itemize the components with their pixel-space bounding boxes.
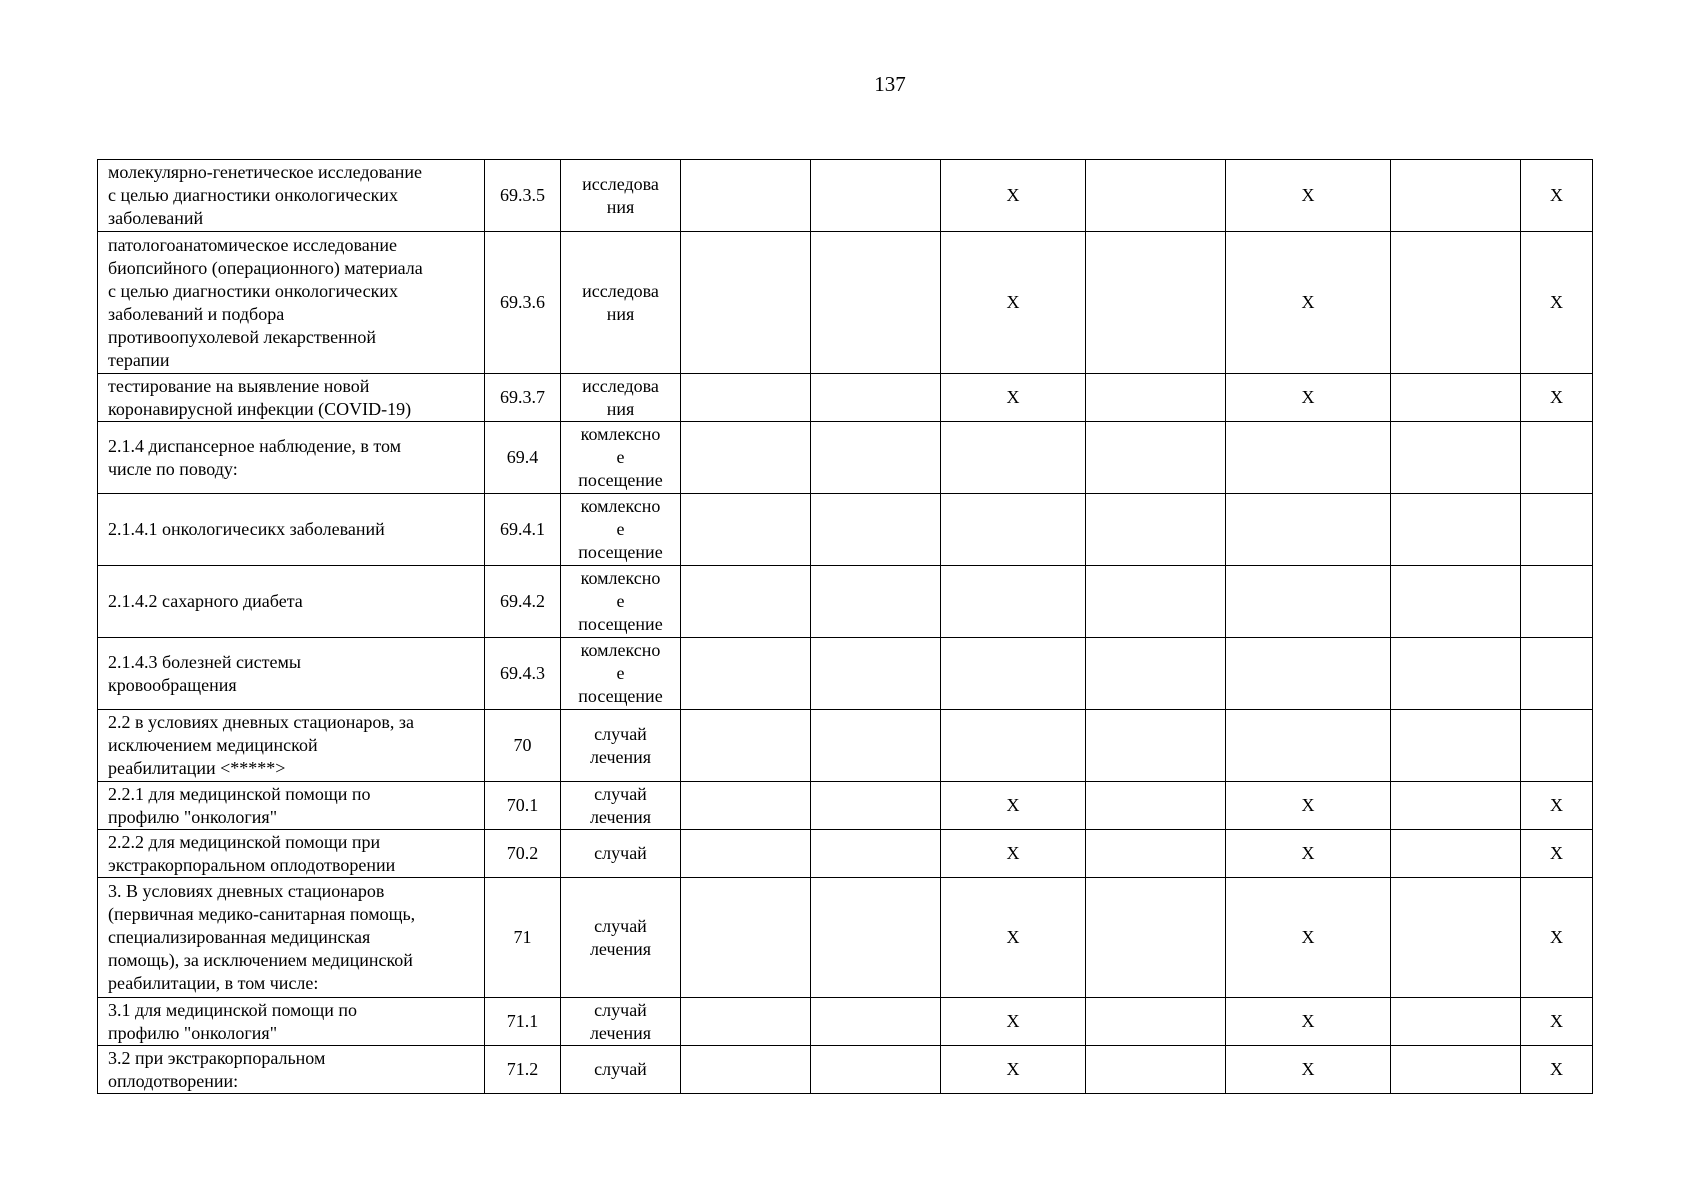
row-unit-line: комлексно — [580, 424, 661, 444]
row-code-cell: 71.1 — [485, 998, 561, 1046]
row-unit-cell — [561, 710, 681, 782]
row-name-line: коронавирусной инфекции (COVID-19) — [108, 398, 412, 419]
row-code-cell: 69.4.2 — [485, 566, 561, 638]
value-cell-2 — [811, 1046, 941, 1094]
row-name-line: 2.2 в условиях дневных стационаров, за — [108, 712, 414, 732]
value-cell-3: X — [941, 1046, 1086, 1094]
row-name-line: профилю "онкология" — [108, 806, 278, 827]
value-cell-1 — [681, 638, 811, 710]
row-unit-line: ния — [606, 196, 635, 217]
row-name-line: с целью диагностики онкологических — [108, 280, 398, 301]
row-code-cell: 69.3.6 — [485, 232, 561, 374]
table-row — [98, 374, 1593, 422]
value-cell-7: X — [1521, 160, 1593, 232]
value-cell-1 — [681, 566, 811, 638]
value-cell-4 — [1086, 638, 1226, 710]
row-name-line: специализированная медицинская — [108, 927, 371, 947]
row-unit-cell — [561, 878, 681, 998]
row-name-cell — [98, 494, 485, 566]
value-cell-6 — [1391, 878, 1521, 998]
value-cell-6 — [1391, 160, 1521, 232]
value-cell-3 — [941, 566, 1086, 638]
row-unit-line: лечения — [589, 1022, 652, 1043]
value-cell-2 — [811, 998, 941, 1046]
value-cell-1 — [681, 422, 811, 494]
row-name-line: исключением медицинской — [108, 735, 318, 755]
value-cell-7 — [1521, 494, 1593, 566]
value-cell-5: X — [1226, 830, 1391, 878]
row-code-cell: 71.2 — [485, 1046, 561, 1094]
row-name-line: (первичная медико-санитарная помощь, — [108, 904, 416, 924]
value-cell-3: X — [941, 782, 1086, 830]
row-name-cell — [98, 160, 485, 232]
row-code-cell: 69.4 — [485, 422, 561, 494]
data-table — [97, 159, 1593, 1094]
row-unit-cell — [561, 830, 681, 878]
value-cell-2 — [811, 566, 941, 638]
table-row — [98, 830, 1593, 878]
table-row — [98, 160, 1593, 232]
row-name-line: 2.1.4.2 сахарного диабета — [108, 591, 303, 611]
value-cell-2 — [811, 830, 941, 878]
value-cell-7: X — [1521, 878, 1593, 998]
value-cell-3 — [941, 494, 1086, 566]
value-cell-3: X — [941, 998, 1086, 1046]
value-cell-5: X — [1226, 232, 1391, 374]
value-cell-4 — [1086, 494, 1226, 566]
row-name-line: терапии — [108, 349, 170, 370]
table-row — [98, 232, 1593, 374]
value-cell-6 — [1391, 998, 1521, 1046]
table-row — [98, 494, 1593, 566]
value-cell-2 — [811, 232, 941, 374]
row-unit-cell — [561, 232, 681, 374]
value-cell-5 — [1226, 710, 1391, 782]
row-unit-line: случай — [594, 1059, 647, 1079]
value-cell-5: X — [1226, 374, 1391, 422]
value-cell-5: X — [1226, 998, 1391, 1046]
row-name-cell — [98, 710, 485, 782]
row-name-line: помощь), за исключением медицинской — [108, 950, 413, 970]
row-name-line: биопсийного (операционного) материала — [108, 257, 423, 278]
row-unit-line: исследова — [582, 280, 659, 301]
row-name-line: противоопухолевой лекарственной — [108, 326, 377, 347]
row-unit-line: случай — [594, 915, 647, 936]
value-cell-1 — [681, 1046, 811, 1094]
value-cell-2 — [811, 638, 941, 710]
row-name-line: заболеваний и подбора — [108, 303, 285, 324]
value-cell-7 — [1521, 422, 1593, 494]
value-cell-1 — [681, 160, 811, 232]
value-cell-4 — [1086, 782, 1226, 830]
value-cell-6 — [1391, 638, 1521, 710]
value-cell-5 — [1226, 638, 1391, 710]
row-unit-cell — [561, 782, 681, 830]
row-name-line: экстракорпоральном оплодотворении — [108, 854, 396, 875]
row-name-line: 3. В условиях дневных стационаров — [108, 881, 385, 901]
value-cell-4 — [1086, 710, 1226, 782]
table-row — [98, 1046, 1593, 1094]
value-cell-5 — [1226, 422, 1391, 494]
row-unit-line: е — [616, 447, 625, 467]
value-cell-7: X — [1521, 782, 1593, 830]
value-cell-5: X — [1226, 782, 1391, 830]
row-name-cell — [98, 232, 485, 374]
value-cell-6 — [1391, 710, 1521, 782]
row-name-cell — [98, 422, 485, 494]
value-cell-2 — [811, 374, 941, 422]
table-row — [98, 638, 1593, 710]
row-unit-line: случай — [594, 999, 647, 1020]
row-unit-line: случай — [594, 783, 647, 804]
value-cell-4 — [1086, 1046, 1226, 1094]
value-cell-3 — [941, 710, 1086, 782]
row-code-cell: 69.4.3 — [485, 638, 561, 710]
row-unit-line: е — [616, 663, 625, 683]
row-name-line: патологоанатомическое исследование — [108, 234, 397, 255]
value-cell-3 — [941, 422, 1086, 494]
table-row — [98, 566, 1593, 638]
row-unit-line: ния — [606, 398, 635, 419]
row-name-cell — [98, 566, 485, 638]
table-row — [98, 998, 1593, 1046]
value-cell-5: X — [1226, 878, 1391, 998]
value-cell-4 — [1086, 830, 1226, 878]
value-cell-7: X — [1521, 232, 1593, 374]
table-row — [98, 782, 1593, 830]
row-name-line: 2.2.2 для медицинской помощи при — [108, 831, 381, 852]
row-name-line: 2.1.4.3 болезней системы — [108, 651, 301, 672]
row-name-cell — [98, 638, 485, 710]
row-unit-line: посещение — [578, 470, 663, 490]
row-name-line: с целью диагностики онкологических — [108, 185, 398, 205]
row-unit-cell — [561, 422, 681, 494]
row-unit-line: комлексно — [580, 640, 661, 660]
value-cell-7: X — [1521, 998, 1593, 1046]
row-unit-line: комлексно — [580, 568, 661, 588]
value-cell-7: X — [1521, 374, 1593, 422]
table-row — [98, 710, 1593, 782]
value-cell-4 — [1086, 374, 1226, 422]
row-name-line: заболеваний — [108, 208, 204, 228]
row-unit-cell — [561, 566, 681, 638]
page-number: 137 — [874, 72, 906, 96]
row-code-cell: 70 — [485, 710, 561, 782]
value-cell-4 — [1086, 422, 1226, 494]
value-cell-4 — [1086, 878, 1226, 998]
row-unit-line: лечения — [589, 746, 652, 767]
value-cell-4 — [1086, 566, 1226, 638]
value-cell-1 — [681, 830, 811, 878]
table-row — [98, 422, 1593, 494]
table-row — [98, 878, 1593, 998]
value-cell-2 — [811, 494, 941, 566]
value-cell-1 — [681, 878, 811, 998]
value-cell-7 — [1521, 566, 1593, 638]
value-cell-5 — [1226, 566, 1391, 638]
row-code-cell: 70.1 — [485, 782, 561, 830]
value-cell-3: X — [941, 830, 1086, 878]
value-cell-1 — [681, 710, 811, 782]
value-cell-6 — [1391, 422, 1521, 494]
value-cell-1 — [681, 232, 811, 374]
value-cell-6 — [1391, 830, 1521, 878]
row-name-line: реабилитации <*****> — [108, 758, 286, 778]
value-cell-5: X — [1226, 160, 1391, 232]
row-unit-cell — [561, 494, 681, 566]
value-cell-7: X — [1521, 830, 1593, 878]
row-name-line: 2.1.4.1 онкологичесикх заболеваний — [108, 519, 385, 539]
row-name-line: кровообращения — [108, 674, 237, 695]
row-unit-line: посещение — [578, 614, 663, 634]
row-unit-line: лечения — [589, 938, 652, 959]
row-name-line: 3.2 при экстракорпоральном — [108, 1047, 326, 1068]
value-cell-1 — [681, 494, 811, 566]
row-code-cell: 69.4.1 — [485, 494, 561, 566]
row-unit-line: случай — [594, 723, 647, 744]
row-unit-line: комлексно — [580, 496, 661, 516]
value-cell-6 — [1391, 782, 1521, 830]
value-cell-6 — [1391, 566, 1521, 638]
row-code-cell: 71 — [485, 878, 561, 998]
value-cell-7: X — [1521, 1046, 1593, 1094]
row-unit-cell — [561, 638, 681, 710]
value-cell-2 — [811, 878, 941, 998]
row-unit-line: посещение — [578, 686, 663, 706]
value-cell-2 — [811, 422, 941, 494]
row-name-line: 2.1.4 диспансерное наблюдение, в том — [108, 435, 402, 456]
row-name-cell — [98, 830, 485, 878]
value-cell-5: X — [1226, 1046, 1391, 1094]
value-cell-1 — [681, 782, 811, 830]
value-cell-1 — [681, 374, 811, 422]
row-unit-cell — [561, 374, 681, 422]
value-cell-6 — [1391, 1046, 1521, 1094]
value-cell-4 — [1086, 998, 1226, 1046]
row-code-cell: 70.2 — [485, 830, 561, 878]
value-cell-3 — [941, 638, 1086, 710]
row-code-cell: 69.3.5 — [485, 160, 561, 232]
value-cell-3: X — [941, 374, 1086, 422]
value-cell-3: X — [941, 160, 1086, 232]
value-cell-7 — [1521, 710, 1593, 782]
row-code-cell: 69.3.7 — [485, 374, 561, 422]
row-name-cell — [98, 878, 485, 998]
value-cell-3: X — [941, 232, 1086, 374]
row-unit-line: исследова — [582, 173, 659, 194]
row-name-line: 2.2.1 для медицинской помощи по — [108, 783, 371, 804]
row-unit-line: посещение — [578, 542, 663, 562]
row-unit-line: ния — [606, 303, 635, 324]
row-unit-line: случай — [594, 843, 647, 863]
row-unit-cell — [561, 998, 681, 1046]
row-name-cell — [98, 1046, 485, 1094]
row-unit-cell — [561, 160, 681, 232]
value-cell-2 — [811, 782, 941, 830]
row-name-line: тестирование на выявление новой — [108, 375, 370, 396]
row-unit-line: е — [616, 519, 625, 539]
value-cell-5 — [1226, 494, 1391, 566]
value-cell-6 — [1391, 494, 1521, 566]
row-unit-line: исследова — [582, 375, 659, 396]
row-name-line: молекулярно-генетическое исследование — [108, 162, 422, 182]
value-cell-6 — [1391, 232, 1521, 374]
value-cell-7 — [1521, 638, 1593, 710]
row-name-line: числе по поводу: — [108, 458, 238, 479]
row-name-cell — [98, 782, 485, 830]
row-unit-line: лечения — [589, 806, 652, 827]
row-name-cell — [98, 374, 485, 422]
row-name-line: профилю "онкология" — [108, 1022, 278, 1043]
row-unit-cell — [561, 1046, 681, 1094]
value-cell-1 — [681, 998, 811, 1046]
value-cell-6 — [1391, 374, 1521, 422]
row-name-line: 3.1 для медицинской помощи по — [108, 999, 358, 1020]
row-name-line: реабилитации, в том числе: — [108, 973, 319, 993]
value-cell-3: X — [941, 878, 1086, 998]
value-cell-2 — [811, 160, 941, 232]
value-cell-2 — [811, 710, 941, 782]
row-name-cell — [98, 998, 485, 1046]
value-cell-4 — [1086, 232, 1226, 374]
value-cell-4 — [1086, 160, 1226, 232]
row-unit-line: е — [616, 591, 625, 611]
row-name-line: оплодотворении: — [108, 1070, 239, 1091]
